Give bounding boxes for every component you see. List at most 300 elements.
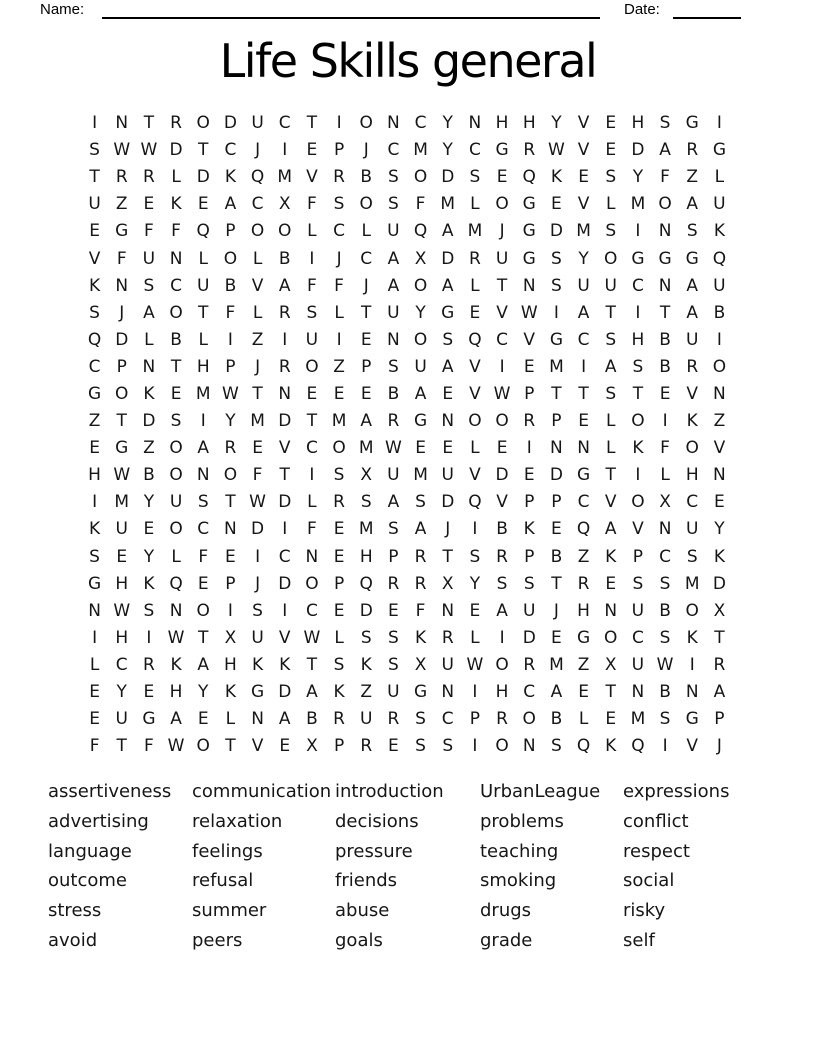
grid-cell: I bbox=[282, 329, 288, 350]
grid-cell: V bbox=[251, 736, 264, 757]
grid-cell: N bbox=[658, 519, 672, 540]
grid-cell: F bbox=[171, 221, 181, 242]
grid-cell: I bbox=[581, 356, 587, 377]
grid-cell: P bbox=[361, 356, 372, 377]
grid-cell: G bbox=[522, 194, 536, 215]
grid-cell: F bbox=[144, 221, 154, 242]
grid-cell: C bbox=[224, 140, 237, 161]
grid-cell: R bbox=[224, 438, 237, 459]
grid-cell: R bbox=[523, 654, 536, 675]
grid-cell: A bbox=[659, 140, 671, 161]
grid-cell: P bbox=[524, 383, 535, 404]
grid-cell: I bbox=[635, 465, 641, 486]
grid-cell: M bbox=[413, 140, 428, 161]
grid-cell: S bbox=[415, 492, 426, 513]
grid-cell: G bbox=[413, 411, 428, 432]
grid-cell: D bbox=[169, 140, 183, 161]
grid-cell: C bbox=[659, 546, 671, 567]
grid-cell: G bbox=[576, 465, 591, 486]
grid-cell: Y bbox=[143, 492, 155, 513]
grid-cell: S bbox=[442, 329, 454, 350]
grid-cell: R bbox=[278, 356, 291, 377]
grid-cell: R bbox=[414, 546, 427, 567]
grid-cell: F bbox=[334, 275, 344, 296]
grid-cell: S bbox=[686, 546, 698, 567]
grid-cell: O bbox=[631, 492, 645, 513]
grid-cell: F bbox=[307, 275, 317, 296]
grid-cell: G bbox=[142, 709, 156, 730]
word-bank-word: drugs bbox=[480, 900, 532, 922]
grid-cell: X bbox=[713, 600, 726, 621]
grid-cell: A bbox=[577, 302, 590, 323]
grid-cell: T bbox=[225, 492, 236, 513]
grid-cell: O bbox=[169, 519, 183, 540]
grid-cell: R bbox=[414, 573, 427, 594]
grid-cell: N bbox=[224, 519, 237, 540]
grid-cell: C bbox=[523, 682, 536, 703]
grid-cell: Y bbox=[225, 411, 236, 432]
grid-cell: J bbox=[445, 519, 451, 540]
grid-cell: R bbox=[523, 411, 536, 432]
grid-cell: E bbox=[306, 383, 318, 404]
grid-cell: N bbox=[196, 465, 210, 486]
grid-cell: D bbox=[549, 221, 563, 242]
grid-cell: I bbox=[227, 329, 233, 350]
grid-cell: Q bbox=[196, 221, 210, 242]
grid-cell: W bbox=[466, 654, 484, 675]
grid-cell: D bbox=[441, 167, 455, 188]
grid-cell: E bbox=[89, 221, 100, 242]
grid-cell: T bbox=[605, 682, 616, 703]
grid-cell: K bbox=[333, 682, 345, 703]
grid-cell: Z bbox=[251, 329, 264, 350]
grid-cell: J bbox=[553, 600, 559, 621]
grid-cell: U bbox=[414, 356, 427, 377]
grid-cell: E bbox=[333, 546, 345, 567]
grid-cell: G bbox=[549, 329, 563, 350]
grid-cell: L bbox=[470, 627, 480, 648]
grid-cell: O bbox=[250, 221, 265, 242]
grid-cell: H bbox=[115, 627, 129, 648]
grid-cell: Z bbox=[686, 167, 699, 188]
grid-cell: N bbox=[115, 113, 129, 134]
grid-cell: K bbox=[170, 654, 182, 675]
grid-cell: E bbox=[89, 709, 100, 730]
grid-cell: D bbox=[441, 492, 455, 513]
grid-cell: J bbox=[363, 140, 369, 161]
grid-cell: E bbox=[551, 627, 562, 648]
grid-cell: P bbox=[225, 573, 236, 594]
grid-cell: N bbox=[658, 221, 672, 242]
grid-cell: J bbox=[716, 736, 722, 757]
grid-cell: B bbox=[659, 600, 671, 621]
grid-cell: C bbox=[333, 221, 345, 242]
grid-cell: V bbox=[469, 356, 481, 377]
grid-cell: I bbox=[282, 140, 288, 161]
grid-cell: R bbox=[441, 627, 454, 648]
word-bank-word: peers bbox=[192, 929, 243, 951]
grid-cell: C bbox=[686, 492, 699, 513]
grid-cell: L bbox=[171, 546, 181, 567]
grid-cell: P bbox=[469, 709, 481, 730]
grid-cell: M bbox=[576, 221, 591, 242]
grid-cell: L bbox=[252, 248, 263, 269]
grid-cell: T bbox=[306, 113, 318, 134]
grid-cell: T bbox=[551, 573, 562, 594]
grid-cell: W bbox=[385, 438, 402, 459]
grid-cell: P bbox=[524, 492, 535, 513]
grid-cell: B bbox=[550, 546, 563, 567]
grid-cell: N bbox=[387, 329, 400, 350]
grid-cell: I bbox=[716, 329, 722, 350]
grid-cell: O bbox=[115, 383, 129, 404]
grid-cell: E bbox=[496, 438, 508, 459]
grid-cell: S bbox=[360, 492, 372, 513]
grid-cell: O bbox=[223, 465, 238, 486]
grid-cell: Q bbox=[522, 167, 536, 188]
grid-cell: E bbox=[442, 383, 454, 404]
grid-cell: V bbox=[632, 519, 644, 540]
grid-cell: Y bbox=[442, 113, 453, 134]
word-bank-word: goals bbox=[335, 929, 383, 951]
grid-cell: L bbox=[606, 194, 616, 215]
grid-cell: W bbox=[167, 627, 185, 648]
word-bank-word: smoking bbox=[480, 870, 557, 892]
grid-cell: Y bbox=[442, 140, 453, 161]
grid-cell: H bbox=[685, 465, 699, 486]
grid-cell: E bbox=[360, 383, 372, 404]
grid-cell: G bbox=[115, 438, 129, 459]
grid-cell: C bbox=[305, 438, 318, 459]
grid-cell: G bbox=[441, 302, 455, 323]
grid-cell: Z bbox=[360, 682, 373, 703]
word-bank-word: avoid bbox=[48, 929, 98, 951]
grid-cell: D bbox=[278, 573, 292, 594]
grid-cell: Q bbox=[359, 573, 373, 594]
grid-cell: C bbox=[631, 275, 644, 296]
grid-cell: M bbox=[630, 194, 646, 215]
grid-cell: A bbox=[414, 383, 427, 404]
grid-cell: G bbox=[685, 113, 699, 134]
grid-cell: L bbox=[171, 167, 181, 188]
grid-cell: F bbox=[415, 194, 426, 215]
grid-cell: O bbox=[631, 411, 645, 432]
grid-cell: V bbox=[713, 438, 726, 459]
grid-cell: H bbox=[577, 600, 590, 621]
grid-cell: I bbox=[635, 302, 641, 323]
word-bank-word: teaching bbox=[480, 840, 559, 862]
grid-cell: R bbox=[170, 113, 182, 134]
grid-cell: S bbox=[170, 411, 182, 432]
grid-cell: M bbox=[195, 383, 211, 404]
grid-cell: E bbox=[551, 519, 562, 540]
grid-cell: I bbox=[255, 546, 261, 567]
grid-cell: T bbox=[361, 302, 372, 323]
grid-cell: H bbox=[522, 113, 536, 134]
grid-cell: A bbox=[197, 654, 210, 675]
grid-cell: L bbox=[660, 465, 670, 486]
grid-cell: L bbox=[198, 248, 208, 269]
grid-cell: B bbox=[659, 356, 671, 377]
grid-cell: V bbox=[469, 383, 481, 404]
grid-cell: M bbox=[684, 573, 700, 594]
grid-cell: K bbox=[279, 654, 291, 675]
grid-cell: Q bbox=[576, 736, 591, 757]
grid-cell: P bbox=[225, 221, 236, 242]
grid-cell: M bbox=[277, 167, 293, 188]
grid-cell: C bbox=[115, 654, 128, 675]
grid-cell: S bbox=[333, 654, 345, 675]
grid-cell: N bbox=[115, 275, 129, 296]
grid-cell: R bbox=[387, 709, 400, 730]
grid-cell: E bbox=[197, 709, 209, 730]
grid-cell: L bbox=[89, 654, 100, 675]
grid-cell: J bbox=[255, 356, 261, 377]
grid-cell: F bbox=[225, 302, 236, 323]
grid-cell: L bbox=[606, 438, 616, 459]
grid-cell: A bbox=[713, 682, 726, 703]
grid-cell: C bbox=[278, 546, 291, 567]
grid-cell: N bbox=[441, 682, 455, 703]
grid-cell: K bbox=[143, 573, 155, 594]
grid-cell: O bbox=[413, 167, 428, 188]
grid-cell: O bbox=[359, 194, 373, 215]
grid-cell: N bbox=[550, 438, 563, 459]
grid-cell: U bbox=[88, 194, 101, 215]
grid-cell: S bbox=[632, 356, 644, 377]
grid-cell: E bbox=[469, 600, 481, 621]
grid-cell: M bbox=[250, 411, 265, 432]
grid-cell: U bbox=[251, 627, 264, 648]
grid-cell: P bbox=[551, 411, 562, 432]
grid-cell: W bbox=[548, 140, 565, 161]
grid-cell: U bbox=[142, 248, 156, 269]
grid-cell: R bbox=[143, 654, 155, 675]
grid-cell: T bbox=[605, 465, 616, 486]
grid-cell: A bbox=[224, 194, 237, 215]
grid-cell: N bbox=[658, 275, 672, 296]
grid-cell: M bbox=[630, 709, 646, 730]
grid-cell: C bbox=[577, 329, 590, 350]
grid-cell: F bbox=[307, 519, 317, 540]
grid-cell: S bbox=[523, 573, 535, 594]
word-bank-word: relaxation bbox=[192, 810, 283, 832]
grid-cell: M bbox=[440, 194, 456, 215]
grid-cell: T bbox=[442, 546, 453, 567]
grid-cell: K bbox=[605, 736, 617, 757]
grid-cell: B bbox=[170, 329, 182, 350]
grid-cell: A bbox=[278, 275, 291, 296]
grid-cell: K bbox=[713, 546, 725, 567]
grid-cell: R bbox=[713, 654, 726, 675]
grid-cell: A bbox=[441, 356, 454, 377]
grid-cell: X bbox=[224, 627, 237, 648]
grid-cell: K bbox=[523, 519, 535, 540]
grid-cell: Q bbox=[576, 519, 591, 540]
grid-cell: K bbox=[224, 682, 236, 703]
grid-cell: U bbox=[441, 654, 454, 675]
grid-cell: T bbox=[605, 302, 616, 323]
grid-cell: S bbox=[605, 383, 617, 404]
grid-cell: N bbox=[278, 383, 292, 404]
name-blank-line bbox=[102, 0, 600, 19]
grid-cell: G bbox=[413, 682, 428, 703]
grid-cell: X bbox=[360, 465, 373, 486]
grid-cell: E bbox=[197, 194, 209, 215]
grid-cell: M bbox=[467, 221, 483, 242]
grid-cell: O bbox=[196, 736, 210, 757]
date-label: Date: bbox=[624, 1, 660, 18]
grid-cell: S bbox=[551, 275, 562, 296]
grid-cell: D bbox=[712, 573, 726, 594]
grid-cell: Z bbox=[713, 411, 726, 432]
word-search-grid bbox=[81, 110, 733, 761]
grid-cell: T bbox=[198, 140, 209, 161]
grid-cell: U bbox=[686, 329, 699, 350]
grid-cell: K bbox=[170, 194, 182, 215]
grid-cell: N bbox=[441, 600, 455, 621]
grid-cell: A bbox=[686, 302, 699, 323]
grid-cell: G bbox=[250, 682, 265, 703]
grid-cell: R bbox=[387, 573, 400, 594]
grid-cell: Y bbox=[551, 113, 562, 134]
grid-cell: H bbox=[359, 546, 373, 567]
grid-cell: B bbox=[387, 383, 400, 404]
grid-cell: D bbox=[278, 492, 292, 513]
grid-cell: I bbox=[499, 627, 505, 648]
grid-cell: A bbox=[441, 221, 454, 242]
grid-cell: C bbox=[468, 140, 481, 161]
grid-cell: S bbox=[551, 248, 562, 269]
grid-cell: Y bbox=[116, 682, 127, 703]
grid-cell: I bbox=[309, 465, 315, 486]
grid-cell: U bbox=[387, 221, 400, 242]
grid-cell: W bbox=[113, 140, 131, 161]
grid-cell: I bbox=[336, 113, 342, 134]
grid-cell: W bbox=[520, 302, 538, 323]
grid-cell: B bbox=[550, 709, 563, 730]
grid-cell: E bbox=[388, 600, 399, 621]
grid-cell: U bbox=[387, 302, 400, 323]
grid-cell: H bbox=[196, 356, 210, 377]
grid-cell: A bbox=[197, 438, 210, 459]
grid-cell: P bbox=[524, 546, 535, 567]
grid-cell: E bbox=[496, 167, 508, 188]
grid-cell: X bbox=[278, 194, 291, 215]
grid-cell: I bbox=[472, 736, 478, 757]
grid-cell: O bbox=[196, 600, 210, 621]
grid-cell: L bbox=[334, 627, 344, 648]
grid-cell: I bbox=[200, 411, 206, 432]
grid-cell: R bbox=[387, 411, 400, 432]
grid-cell: G bbox=[522, 221, 536, 242]
grid-cell: U bbox=[305, 329, 319, 350]
grid-cell: G bbox=[495, 140, 509, 161]
word-bank-word: pressure bbox=[335, 840, 413, 862]
grid-cell: E bbox=[388, 736, 399, 757]
grid-cell: E bbox=[605, 113, 617, 134]
grid-cell: Z bbox=[143, 438, 155, 459]
grid-cell: S bbox=[415, 736, 426, 757]
grid-cell: O bbox=[413, 329, 428, 350]
grid-cell: V bbox=[523, 329, 536, 350]
grid-cell: C bbox=[387, 140, 400, 161]
grid-cell: T bbox=[578, 383, 589, 404]
grid-cell: U bbox=[523, 600, 536, 621]
grid-cell: S bbox=[388, 167, 399, 188]
grid-cell: A bbox=[278, 709, 291, 730]
word-bank-word: stress bbox=[48, 900, 102, 922]
grid-cell: N bbox=[468, 113, 482, 134]
grid-cell: F bbox=[198, 546, 209, 567]
grid-cell: V bbox=[577, 113, 590, 134]
grid-cell: I bbox=[309, 248, 315, 269]
grid-cell: W bbox=[249, 492, 266, 513]
grid-cell: E bbox=[306, 140, 318, 161]
grid-cell: S bbox=[388, 194, 399, 215]
word-bank-word: self bbox=[623, 929, 655, 951]
grid-cell: R bbox=[686, 140, 699, 161]
grid-cell: I bbox=[92, 113, 98, 134]
grid-cell: O bbox=[685, 438, 699, 459]
grid-cell: T bbox=[170, 356, 182, 377]
grid-cell: V bbox=[496, 492, 508, 513]
grid-cell: E bbox=[143, 194, 155, 215]
grid-cell: A bbox=[414, 519, 427, 540]
grid-cell: T bbox=[252, 383, 263, 404]
grid-cell: O bbox=[413, 275, 428, 296]
date-blank-line bbox=[673, 0, 741, 19]
grid-cell: D bbox=[522, 627, 536, 648]
grid-cell: E bbox=[605, 573, 617, 594]
grid-cell: S bbox=[388, 654, 399, 675]
grid-cell: V bbox=[496, 302, 508, 323]
grid-cell: L bbox=[470, 438, 480, 459]
grid-cell: U bbox=[251, 113, 264, 134]
grid-cell: E bbox=[523, 465, 535, 486]
grid-cell: S bbox=[143, 600, 155, 621]
grid-cell: E bbox=[714, 492, 725, 513]
grid-cell: S bbox=[605, 221, 617, 242]
grid-cell: N bbox=[522, 736, 536, 757]
grid-cell: M bbox=[114, 492, 130, 513]
grid-cell: N bbox=[713, 465, 726, 486]
grid-cell: U bbox=[197, 275, 210, 296]
grid-cell: L bbox=[578, 709, 589, 730]
grid-cell: I bbox=[662, 736, 668, 757]
grid-cell: E bbox=[578, 411, 589, 432]
grid-cell: Y bbox=[415, 302, 426, 323]
grid-cell: E bbox=[225, 546, 236, 567]
grid-cell: O bbox=[468, 411, 482, 432]
grid-cell: U bbox=[115, 709, 128, 730]
word-bank-word: language bbox=[48, 840, 132, 862]
grid-cell: A bbox=[387, 492, 400, 513]
word-bank-word: refusal bbox=[192, 870, 254, 892]
grid-cell: D bbox=[251, 519, 265, 540]
grid-cell: B bbox=[143, 465, 155, 486]
grid-cell: O bbox=[712, 356, 727, 377]
grid-cell: F bbox=[144, 736, 154, 757]
grid-cell: D bbox=[495, 465, 509, 486]
grid-cell: S bbox=[551, 736, 562, 757]
grid-cell: O bbox=[685, 600, 699, 621]
grid-cell: E bbox=[469, 302, 481, 323]
grid-cell: K bbox=[360, 654, 372, 675]
grid-cell: U bbox=[387, 465, 400, 486]
grid-cell: U bbox=[631, 654, 645, 675]
grid-cell: A bbox=[686, 275, 699, 296]
